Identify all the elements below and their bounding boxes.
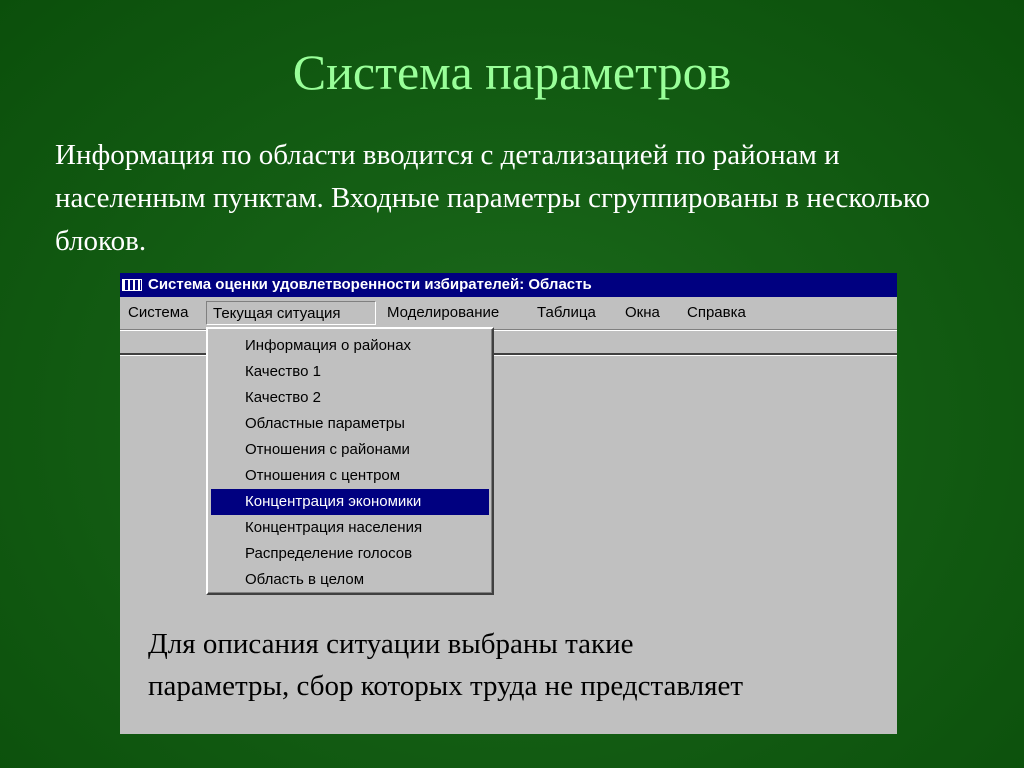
menu-tekushchaya-situatsiya[interactable]: Текущая ситуация [206, 301, 376, 325]
screenshot-caption [148, 623, 888, 707]
menu-sistema[interactable]: Система [128, 304, 189, 321]
menu-item-kachestvo-1[interactable]: Качество 1 [245, 363, 321, 380]
caption-line-1: Для описания ситуации выбраны такие [148, 628, 634, 660]
window-titlebar[interactable] [120, 273, 897, 297]
menu-item-raspredelenie-golosov[interactable]: Распределение голосов [245, 545, 413, 562]
menu-item-otnosheniya-s-rayonami[interactable]: Отношения с районами [245, 441, 410, 458]
slide-title: Система параметров [292, 44, 732, 100]
menu-item-oblast-v-tselom[interactable]: Область в целом [245, 571, 365, 588]
menu-item-informatsiya-o-rayonakh[interactable]: Информация о районах [245, 337, 412, 354]
menu-okna[interactable]: Окна [625, 304, 660, 321]
menu-modelirovanie[interactable]: Моделирование [387, 304, 500, 321]
menu-item-kontsentratsiya-ekonomiki[interactable]: Концентрация экономики [211, 489, 489, 515]
menu-item-oblastnye-parametry[interactable]: Областные параметры [245, 415, 405, 432]
app-grid-icon[interactable] [122, 279, 142, 291]
menu-item-otnosheniya-s-tsentrom[interactable]: Отношения с центром [245, 467, 401, 484]
slide-body-text: Информация по области вводится с детализацией по районам и населенным пунктам. Входные параметры сгруппированы в несколько блоков. [55, 139, 930, 257]
menu-item-kachestvo-2[interactable]: Качество 2 [245, 389, 321, 406]
menu-tablitsa[interactable]: Таблица [537, 304, 596, 321]
caption-line-2: параметры, сбор которых труда не представляет [148, 670, 744, 702]
menu-spravka[interactable]: Справка [687, 304, 746, 321]
menu-item-kontsentratsiya-naseleniya[interactable]: Концентрация населения [245, 519, 423, 536]
menubar [120, 299, 897, 327]
dropdown-menu [206, 327, 494, 595]
app-window-screenshot [120, 273, 897, 734]
window-title: Система оценки удовлетворенности избирателей: Область [148, 276, 592, 293]
